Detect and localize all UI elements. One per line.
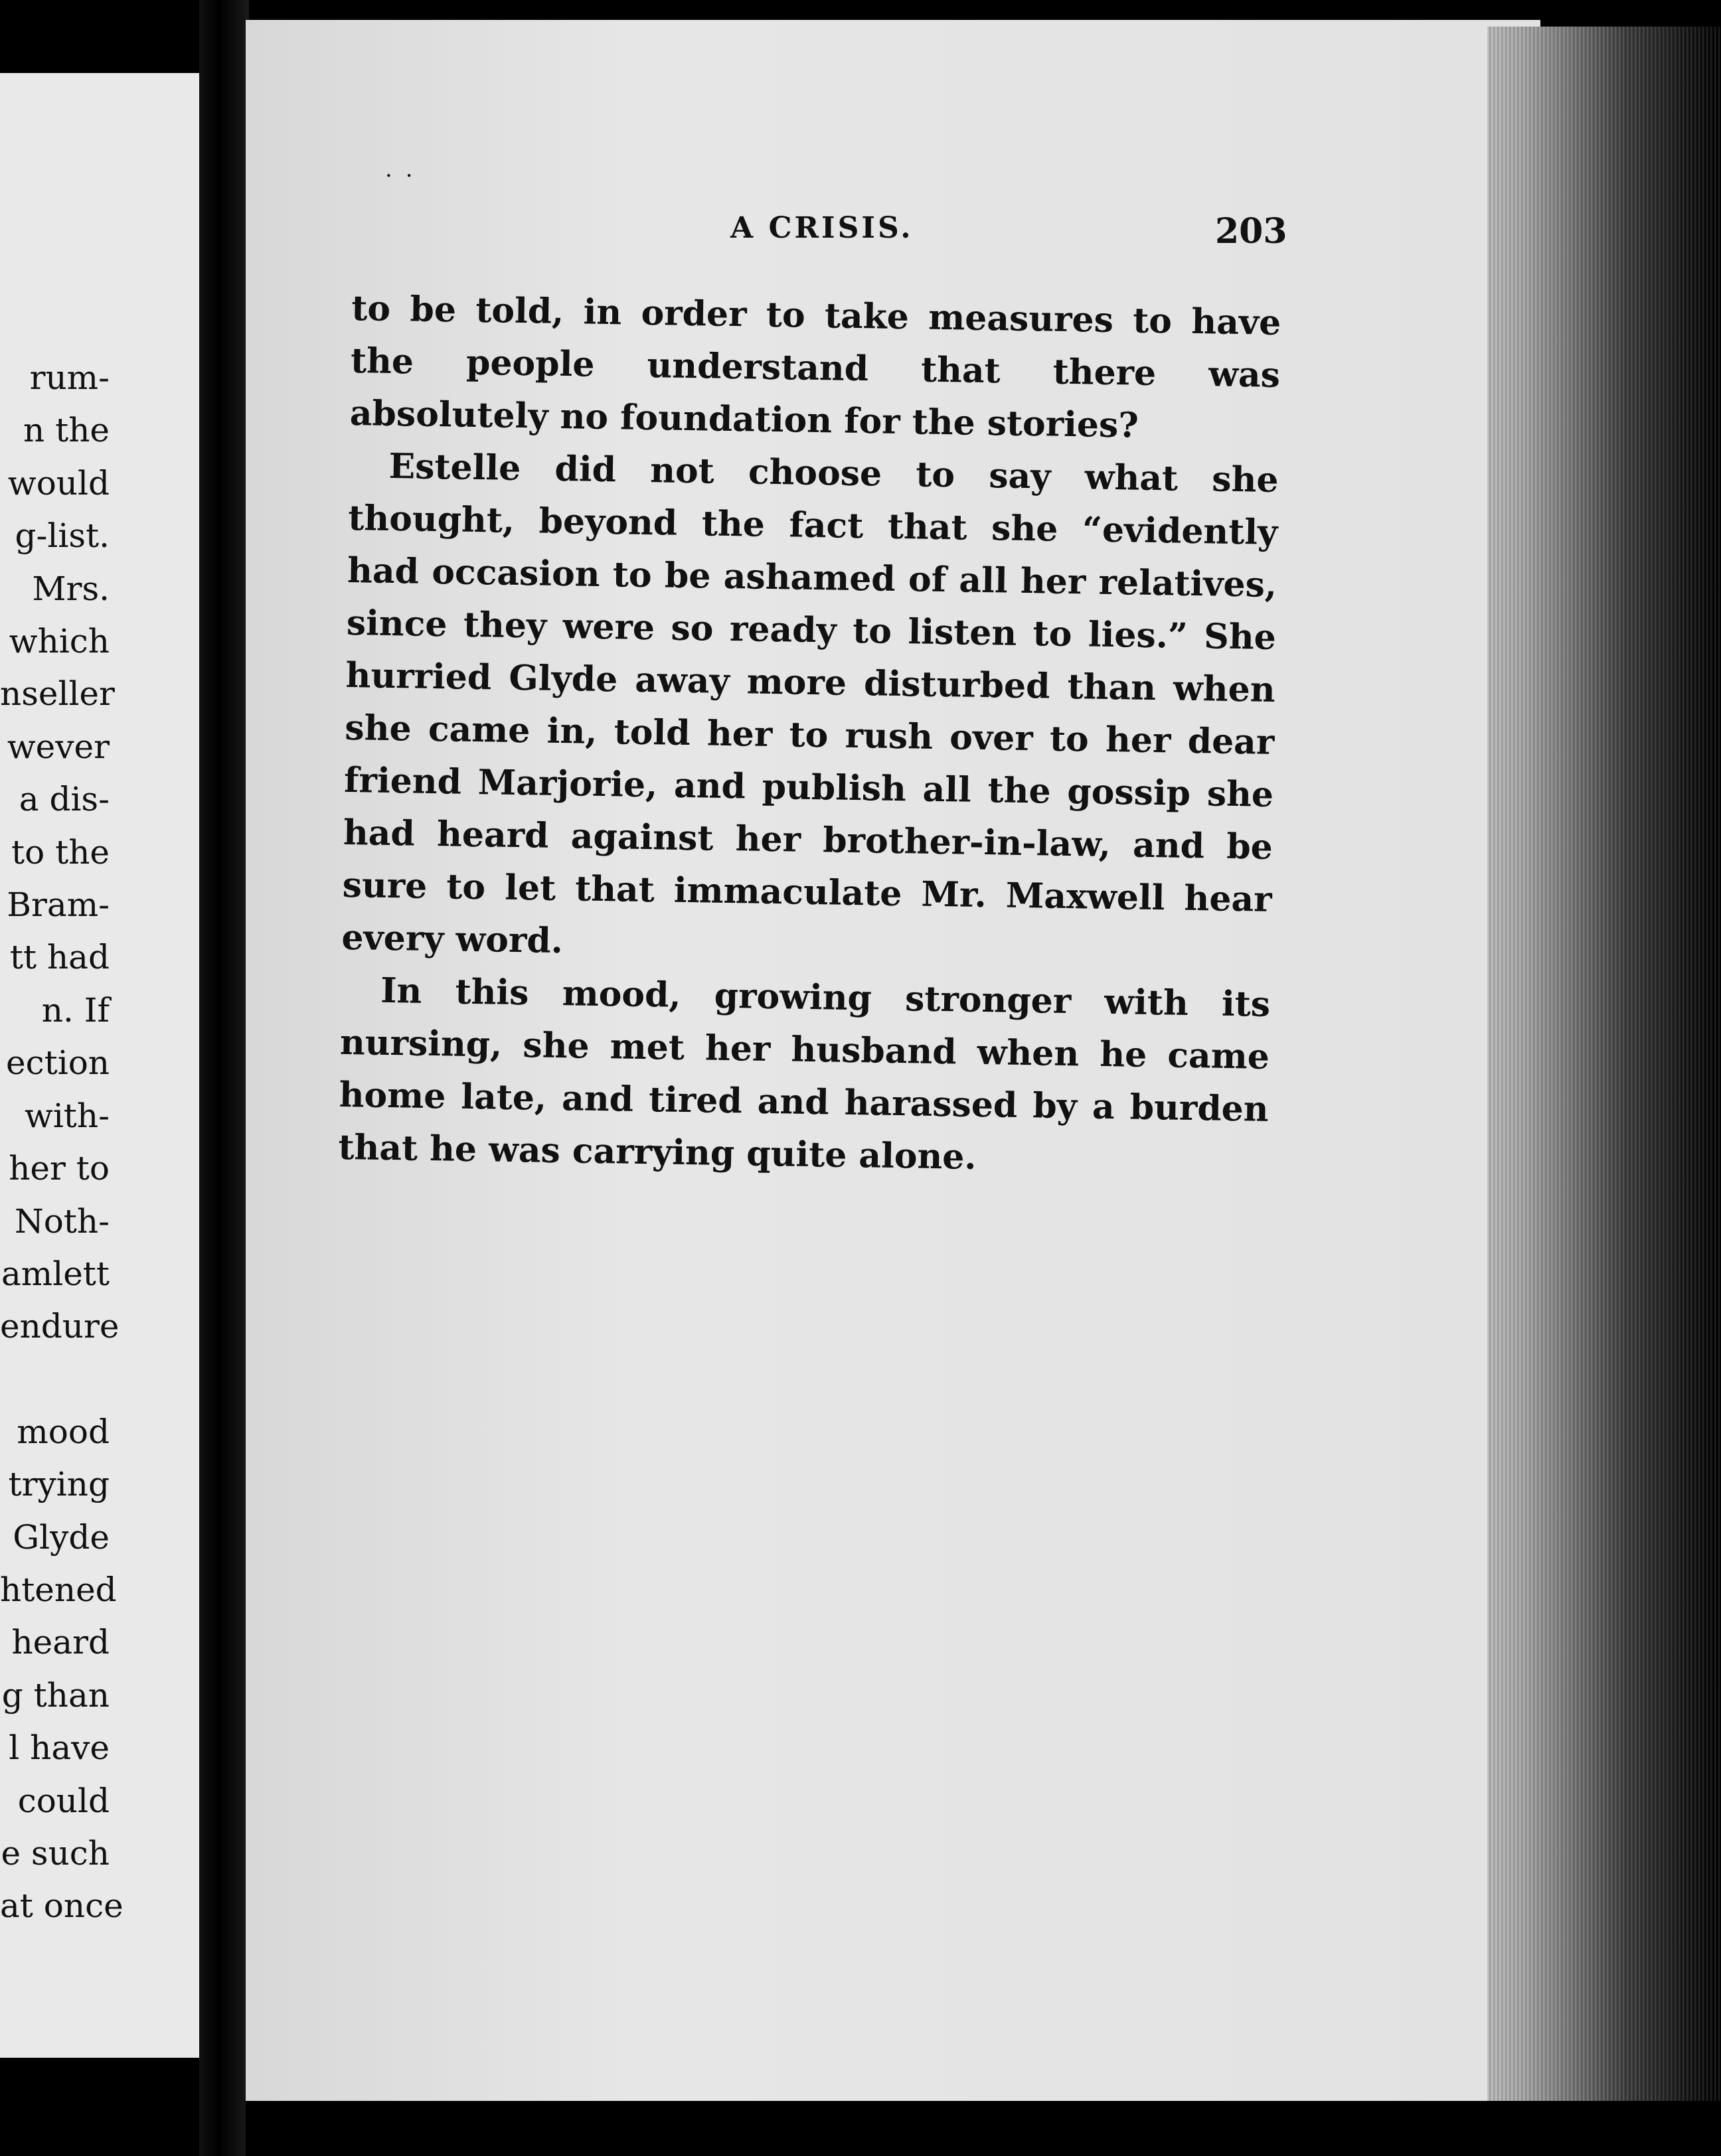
previous-page-line: to the — [11, 832, 110, 872]
previous-page-line: mood — [17, 1412, 110, 1451]
previous-page-line: a dis- — [19, 780, 110, 819]
previous-page-line: trying — [8, 1465, 110, 1504]
bottom-shadow — [246, 2101, 1721, 2156]
previous-page-line: endure — [0, 1307, 120, 1346]
speck-marks: ·· — [385, 163, 426, 189]
book-gutter — [199, 0, 249, 2156]
previous-page-text — [0, 352, 123, 1933]
previous-page-line: htened — [0, 1570, 117, 1609]
previous-page-line: n. If — [41, 990, 110, 1030]
paragraph: In this mood, growing stronger with its nursing, she met her husband when he came home late, and tired and harassed by a burden that he was carrying quite alone. — [338, 970, 1271, 1178]
paragraph: Estelle did not choose to say what she thought, beyond the fact that she “evidently had occasion to be ashamed of all her relatives, since they were so ready to listen to lies.” She hurried Glyde away more disturbed than when she came in, told her to rush over to her dear friend Marjorie, and publish all the gossip she had heard against her brother-in-law, and be sure to let that immaculate Mr. Maxwell hear every word. — [341, 445, 1279, 962]
previous-page-line: at once — [0, 1887, 123, 1926]
previous-page-line: rum- — [29, 358, 110, 397]
previous-page-line: could — [17, 1781, 110, 1820]
previous-page-line: Bram- — [7, 886, 110, 925]
previous-page-line: g-list. — [15, 516, 110, 556]
previous-page-line: wever — [7, 727, 110, 766]
body-text — [338, 282, 1281, 1188]
paragraph-gap — [0, 1353, 110, 1406]
previous-page-fragment — [0, 73, 199, 2058]
previous-page-line: n the — [23, 411, 110, 450]
previous-page-line: tt had — [9, 938, 110, 977]
previous-page-line: Noth- — [14, 1201, 110, 1241]
previous-page-line: heard — [11, 1623, 110, 1662]
previous-page-line: Mrs. — [32, 569, 110, 608]
previous-page-line: Glyde — [13, 1517, 110, 1557]
page-edges — [1487, 27, 1721, 2111]
paragraph: to be told, in order to take measures to have the people understand that there was absolutely no foundation for the stories? — [349, 287, 1281, 446]
previous-page-line: ection — [6, 1043, 110, 1083]
previous-page-line: amlett — [1, 1254, 110, 1293]
previous-page-line: would — [7, 463, 110, 502]
previous-page-line: her to — [9, 1149, 110, 1188]
page-number: 203 — [1215, 211, 1287, 252]
previous-page-line: with- — [25, 1096, 110, 1135]
previous-page-line: nseller — [0, 674, 115, 714]
previous-page-line: which — [9, 622, 110, 661]
running-head: A CRISIS. — [730, 211, 914, 245]
previous-page-line: l have — [9, 1729, 110, 1768]
previous-page-line: g than — [1, 1675, 110, 1715]
previous-page-line: e such — [1, 1833, 110, 1873]
